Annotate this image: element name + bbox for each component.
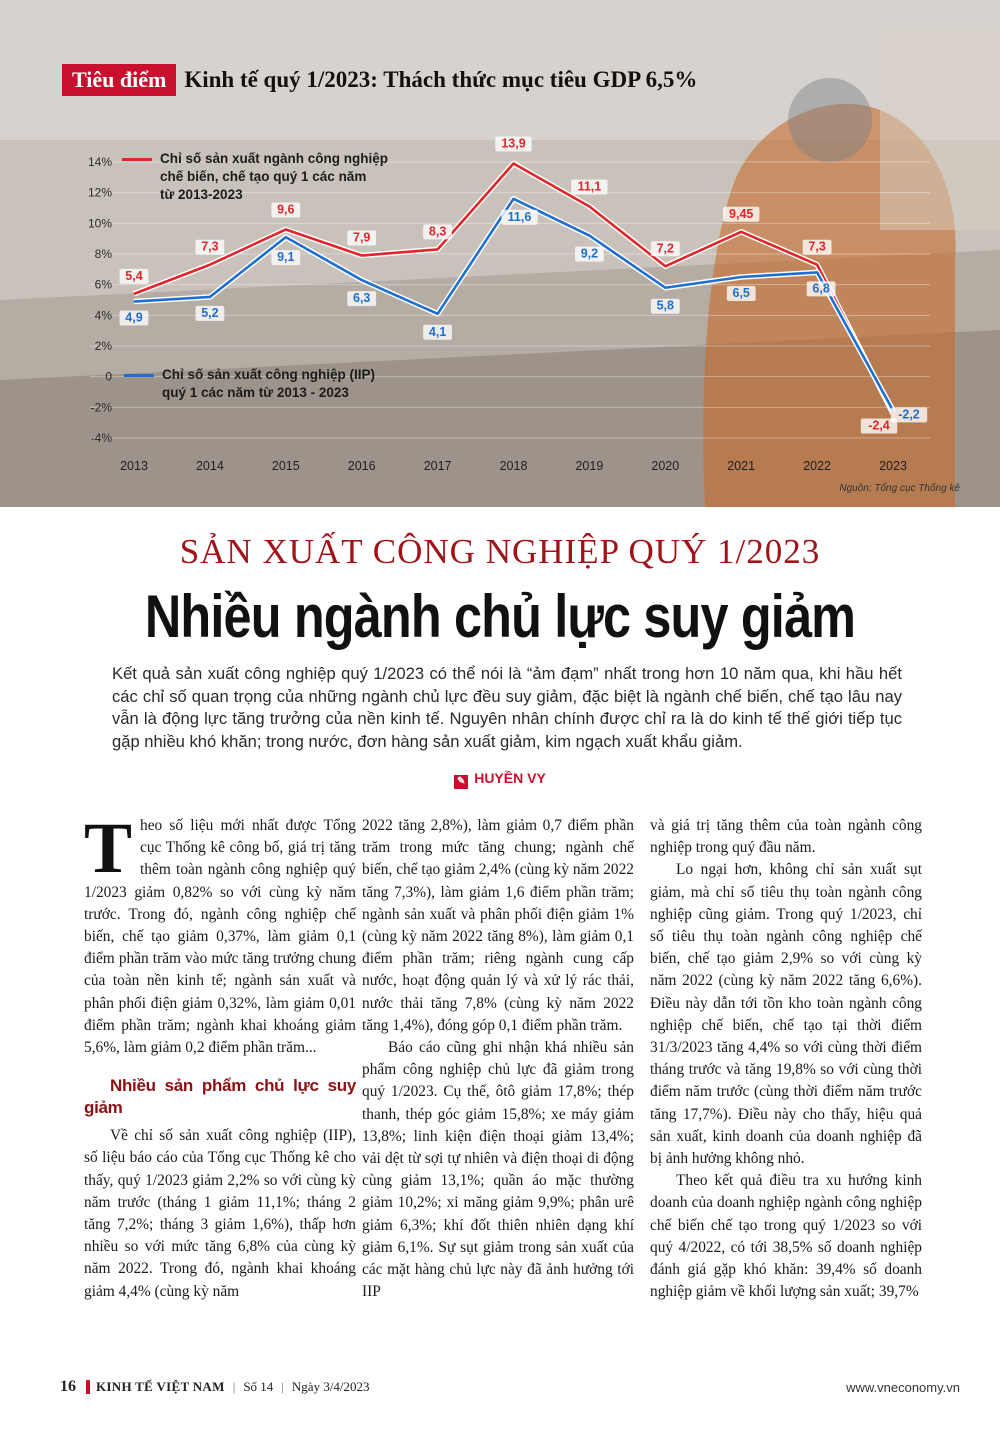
y-tick-label: -4% <box>90 431 112 445</box>
column-3-paragraph-1: và giá trị tăng thêm của toàn ngành công nghiệp trong quý đầu năm. <box>650 817 922 857</box>
pen-icon: ✎ <box>454 775 468 789</box>
column-1-paragraph-2: Về chỉ số sản xuất công nghiệp (IIP), số liệu báo cáo của Tổng cục Thống kê cho thấy, quý 1/2023 giảm 2,2% so với cùng kỳ năm trước (tháng 1 giảm 11,1%; tháng 2 tăng 7,2%; tháng 3 giảm 1,6%), thấp hơn nhiều so với mức tăng 6,8% của cùng kỳ năm 2022. Trong đó, ngành khai khoáng giảm 4,4% (cùng kỳ năm <box>84 1127 356 1300</box>
series-1-data-label: -2,2 <box>898 407 920 422</box>
x-tick-label: 2023 <box>879 459 907 473</box>
series-1-data-label: 6,3 <box>353 291 371 306</box>
y-tick-label: -2% <box>90 400 112 415</box>
y-tick-label: 6% <box>94 277 112 292</box>
series-1-data-label: 9,1 <box>277 250 295 265</box>
article-byline <box>0 770 1000 789</box>
legend-blue-line-1: Chỉ số sản xuất công nghiệp (IIP) <box>162 367 376 382</box>
x-tick-label: 2020 <box>651 459 680 473</box>
footer-red-mark <box>86 1380 90 1394</box>
series-1-data-label: 11,6 <box>507 209 532 224</box>
column-1-paragraph-1-text: heo số liệu mới nhất được Tổng cục Thống kê công bố, giá trị tăng thêm toàn ngành công nghiệp quý 1/2023 giảm 0,82% so với cùng kỳ năm trước. Trong đó, ngành công nghiệp chế biến, chế tạo giảm 0,37%, làm giảm 0,1 điểm phần trăm vào mức tăng trưởng chung của toàn nền kinh tế; ngành sản xuất và phân phối điện giảm 0,32%, làm giảm 0,01 điểm phần trăm; ngành khai khoáng giảm 5,6%, làm giảm 0,2 điểm phần trăm... <box>84 817 356 1057</box>
x-tick-label: 2015 <box>271 459 300 473</box>
y-tick-label: 0 <box>105 369 112 384</box>
legend-red-line-3: từ 2013-2023 <box>160 187 243 202</box>
column-1-paragraph-1 <box>84 808 356 1059</box>
byline-author: HUYỀN VY <box>474 770 546 786</box>
series-1-data-label: 5,8 <box>656 298 674 313</box>
series-0-data-label: 7,9 <box>353 230 371 245</box>
x-tick-label: 2014 <box>195 459 224 473</box>
series-1-data-label: 5,2 <box>201 305 219 320</box>
legend-red-line-2: chế biến, chế tạo quý 1 các năm <box>160 169 367 184</box>
footer-separator: | <box>232 1379 236 1394</box>
x-tick-label: 2019 <box>575 459 604 473</box>
series-0-data-label: 7,2 <box>656 241 674 256</box>
column-3-paragraph-3: Theo kết quả điều tra xu hướng kinh doanh của doanh nghiệp ngành công nghiệp chế biến chế tạo trong quý 1/2023 so với quý 4/2022, có tới 38,5% số doanh nghiệp đánh giá gặp khó khăn: 39,4% số doanh nghiệp giảm về khối lượng sản xuất; 39,7% <box>650 1172 922 1301</box>
series-1-data-label: 4,9 <box>125 310 143 325</box>
chart-source: Nguồn: Tổng cục Thống kê <box>839 483 960 494</box>
article-subhead: Nhiều sản phẩm chủ lực suy giảm <box>84 1076 356 1118</box>
section-header <box>62 64 697 96</box>
section-tag: Tiêu điểm <box>62 64 176 96</box>
hero-chart-panel <box>0 0 1000 507</box>
legend-blue-series <box>162 366 375 402</box>
legend-red-line-1: Chỉ số sản xuất ngành công nghiệp <box>160 151 389 166</box>
drop-cap: T <box>84 808 133 888</box>
article-kicker: SẢN XUẤT CÔNG NGHIỆP QUÝ 1/2023 <box>179 532 821 571</box>
website-link[interactable]: www.vneconomy.vn <box>846 1379 960 1395</box>
series-1-data-label: 4,1 <box>428 324 447 339</box>
series-0-data-label: 8,3 <box>428 224 447 239</box>
column-3-paragraph-2: Lo ngại hơn, không chỉ sản xuất sụt giảm, mà chỉ số tiêu thụ toàn ngành công nghiệp cũng giảm. Trong quý 1/2023, chỉ số tiêu thụ toàn ngành công nghiệp chế biến, chế tạo giảm 2,9% so với cùng kỳ năm 2022 (cùng kỳ năm 2022 tăng 6,6%). Điều này dẫn tới tồn kho toàn ngành công nghiệp chế biến, chế tạo tại thời điểm 31/3/2023 tăng 4,4% so với cùng thời điểm tháng trước và tăng 19,8% so với cùng thời điểm năm trước (cùng thời điểm năm trước tăng 17,7%). Điều này cho thấy, hiệu quả sản xuất, kinh doanh của doanh nghiệp đã bị ảnh hưởng không nhỏ. <box>650 861 922 1168</box>
section-title: Kinh tế quý 1/2023: Thách thức mục tiêu GDP 6,5% <box>184 67 698 92</box>
article-column-1 <box>84 808 356 1303</box>
y-tick-label: 4% <box>94 308 112 323</box>
article-column-2 <box>362 815 634 1303</box>
y-tick-label: 10% <box>87 216 112 231</box>
x-tick-label: 2016 <box>347 459 376 473</box>
footer-separator: | <box>281 1379 284 1394</box>
x-tick-label: 2013 <box>120 459 148 473</box>
legend-red-swatch <box>122 158 152 161</box>
page-number: 16 <box>60 1378 76 1395</box>
series-0-data-label: 9,45 <box>729 206 754 221</box>
y-tick-label: 12% <box>87 185 112 200</box>
series-0-data-label: 7,3 <box>201 239 219 254</box>
legend-blue-swatch <box>124 374 154 377</box>
series-1-data-label: 6,5 <box>732 286 750 300</box>
y-tick-label: 2% <box>94 339 112 353</box>
x-tick-label: 2018 <box>499 459 528 473</box>
x-tick-label: 2017 <box>423 459 452 473</box>
issue-number: Số 14 <box>243 1379 274 1394</box>
series-0-data-label: 9,6 <box>277 202 295 217</box>
column-2-paragraph-1: 2022 tăng 2,8%), làm giảm 0,7 điểm phần trăm trong mức tăng chung; ngành chế biến, chế tạo giảm 2,4% (cùng kỳ năm 2022 tăng 7,3%), làm giảm 1,6 điểm phần trăm; ngành sản xuất và phân phối điện giảm 1% (cùng kỳ năm 2022 tăng 8%), làm giảm 0,1 điểm phần trăm; riêng ngành cung cấp nước, hoạt động quản lý và xử lý rác thải, nước thải tăng 7,8% (cùng kỳ năm 2022 tăng 1,4%), đóng góp 0,1 điểm phần trăm. <box>362 817 634 1034</box>
article-lede: Kết quả sản xuất công nghiệp quý 1/2023 có thể nói là “ảm đạm” nhất trong hơn 10 năm qua, khi hầu hết các chỉ số quan trọng của những ngành chủ lực đều suy giảm, đặc biệt là ngành chế biến, chế tạo lâu nay vẫn là động lực tăng trưởng của nền kinh tế. Nguyên nhân chính được chỉ ra là do kinh tế thế giới tiếp tục gặp nhiều khó khăn; trong nước, đơn hàng sản xuất giảm, kim ngạch xuất khẩu giảm. <box>112 664 902 751</box>
series-1-data-label: 9,2 <box>580 246 599 261</box>
y-tick-label: 14% <box>87 155 112 169</box>
legend-red-series <box>160 150 388 204</box>
article-headline: Nhiều ngành chủ lực suy giảm <box>144 583 856 650</box>
article-column-3 <box>650 815 922 1303</box>
series-0-data-label: 11,1 <box>577 179 602 194</box>
issue-date: Ngày 3/4/2023 <box>291 1379 370 1394</box>
column-2-paragraph-2: Báo cáo cũng ghi nhận khá nhiều sản phẩm công nghiệp chủ lực đã giảm trong quý 1/2023. Cụ thể, ôtô giảm 17,8%; thép thanh, thép góc giảm 15,8%; xe máy giảm 13,8%; linh kiện điện thoại giảm 13,4%; vải dệt từ sợi tự nhiên và điện thoại di động cùng giảm 13,1%; quần áo mặc thường giảm 10,2%; xi măng giảm 9,9%; phân urê giảm 6,3%; khí đốt thiên nhiên dạng khí giảm 6,1%. Sự sụt giảm trong sản xuất của các mặt hàng chủ lực này đã ảnh hưởng tới IIP <box>362 1039 634 1301</box>
x-tick-label: 2022 <box>803 459 832 473</box>
series-1-data-label: 6,8 <box>812 281 830 296</box>
page-footer <box>60 1375 960 1399</box>
series-0-data-label: 13,9 <box>501 136 526 151</box>
series-0-data-label: 7,3 <box>808 239 826 254</box>
publication-name: KINH TẾ VIỆT NAM <box>96 1379 225 1394</box>
series-0-data-label: 5,4 <box>125 268 143 283</box>
legend-blue-line-2: quý 1 các năm từ 2013 - 2023 <box>162 385 349 400</box>
y-tick-label: 8% <box>94 247 112 261</box>
x-tick-label: 2021 <box>727 459 756 473</box>
series-0-data-label: -2,4 <box>868 418 890 433</box>
